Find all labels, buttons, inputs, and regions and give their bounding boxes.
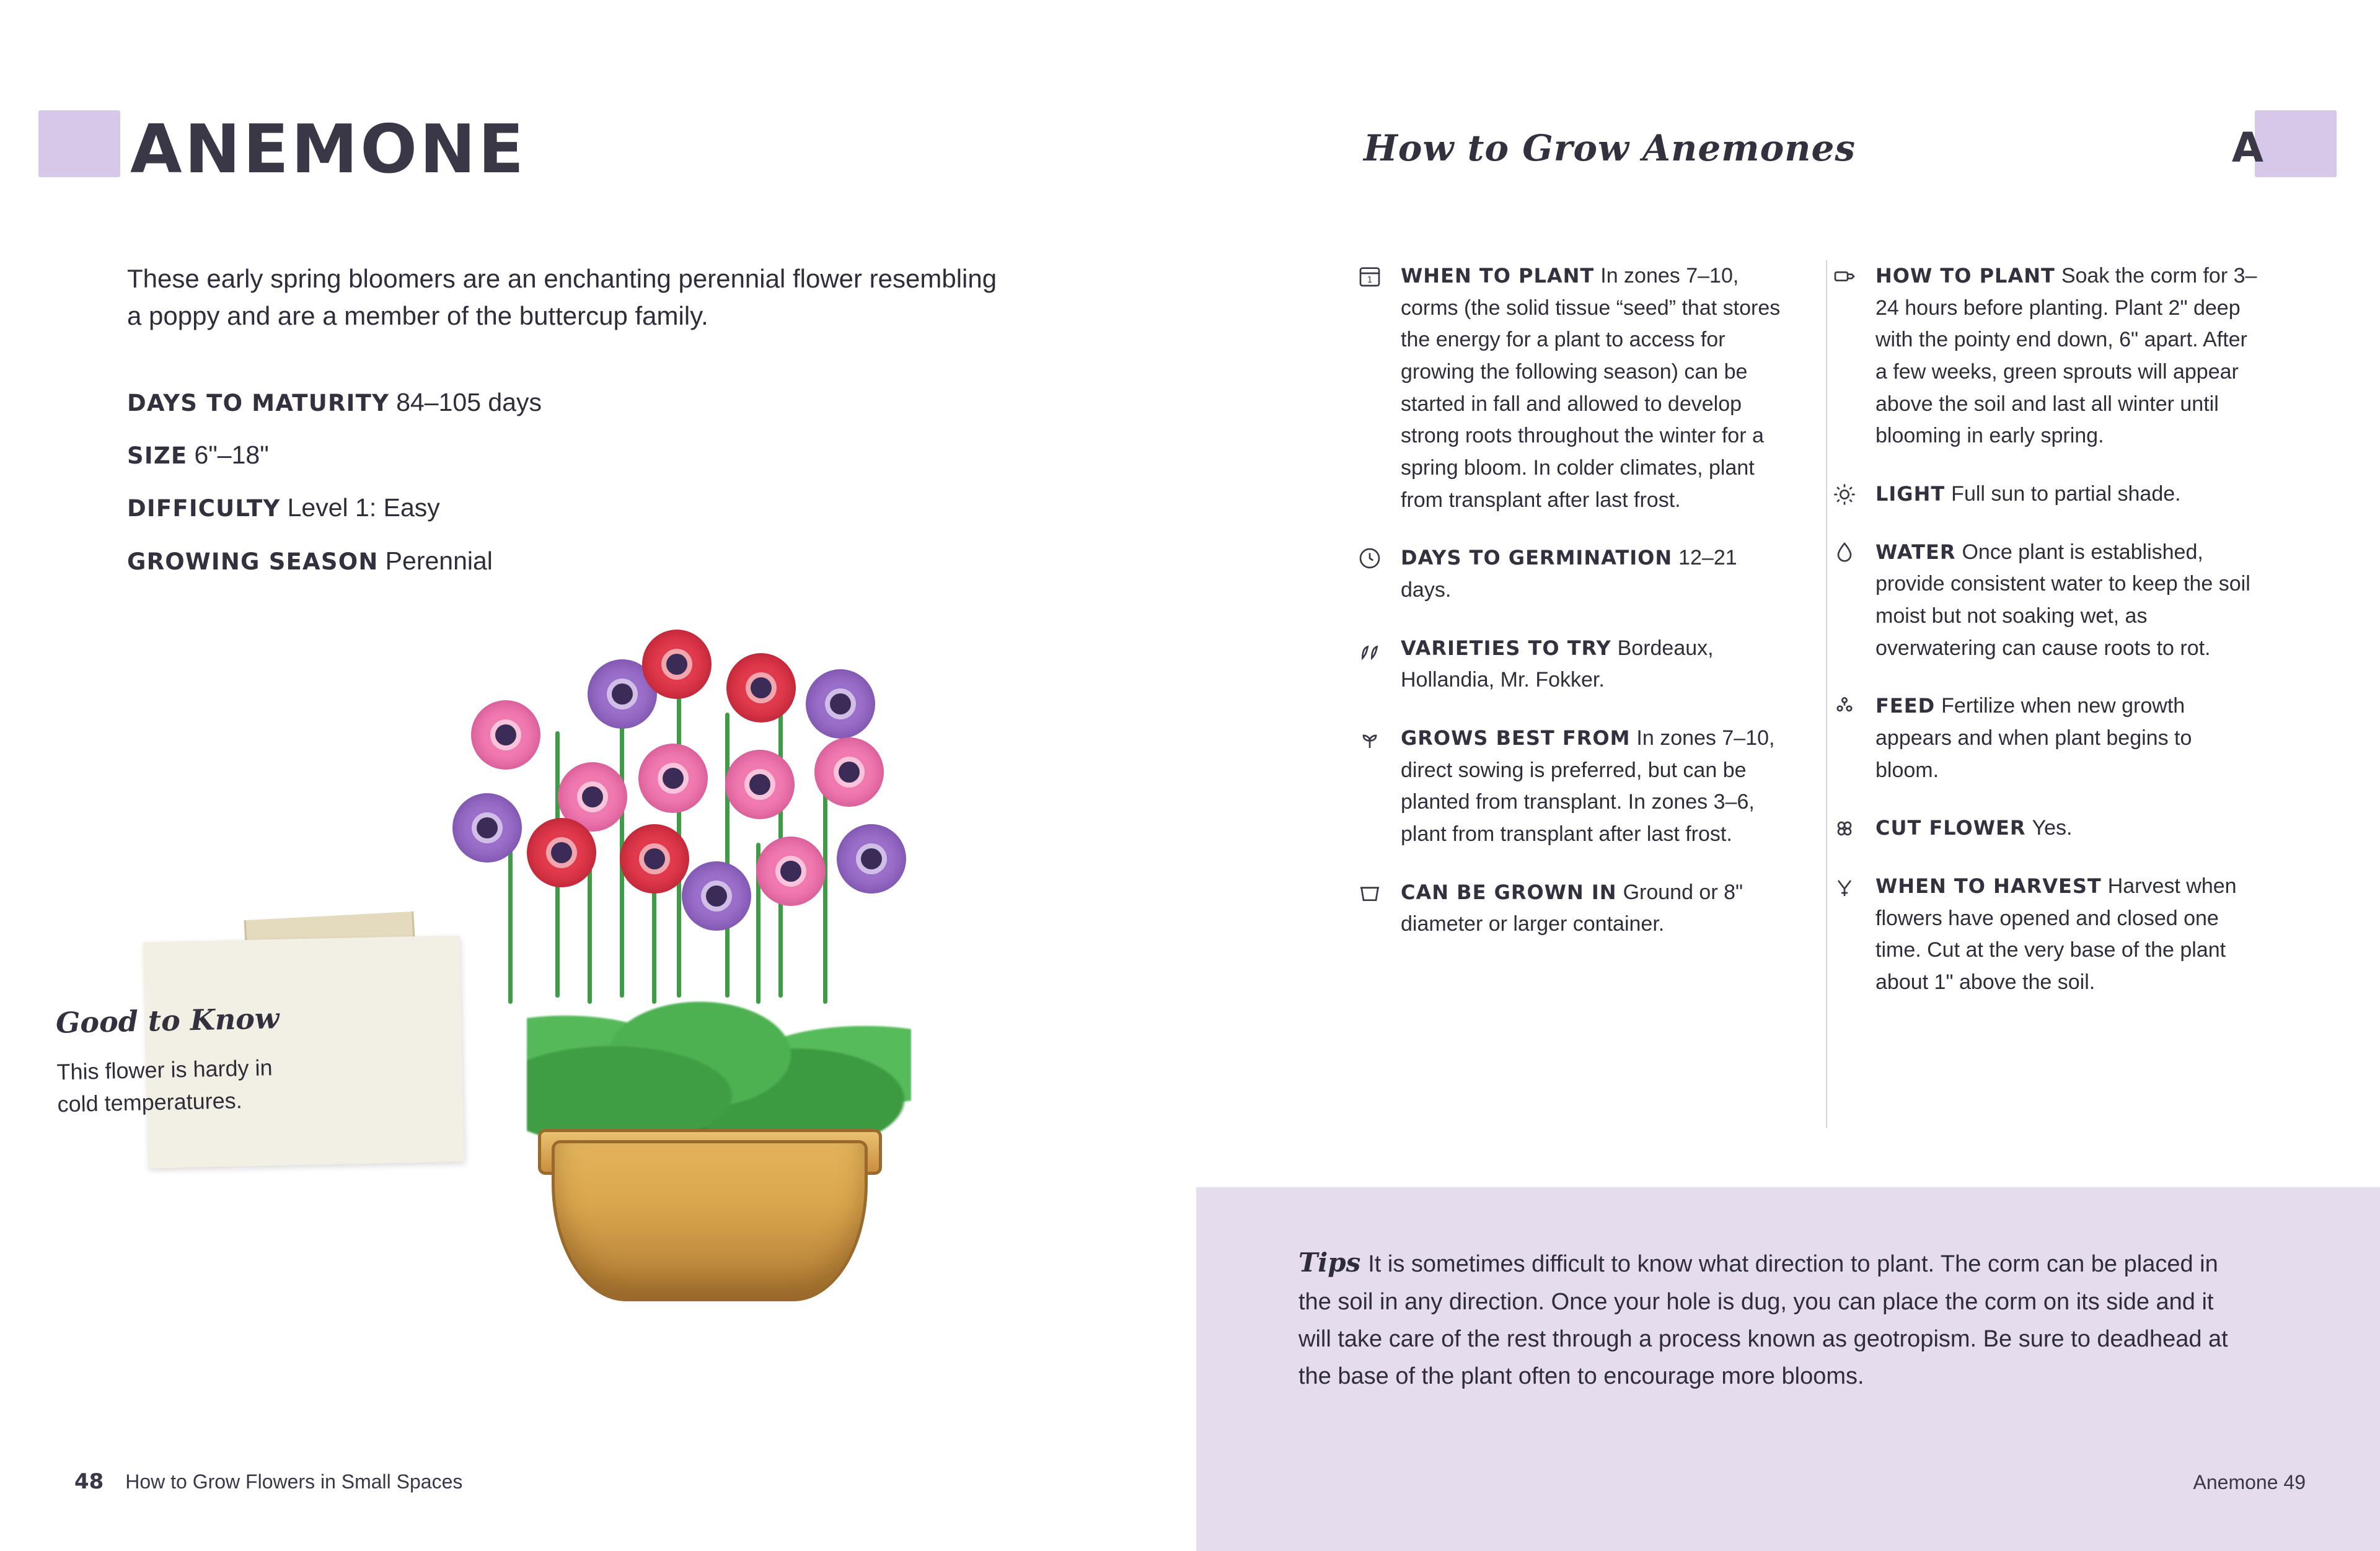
info-entry-label: HOW TO PLANT: [1875, 264, 2055, 288]
flower-bloom: [806, 669, 875, 739]
flower-bloom: [471, 700, 540, 770]
clock-icon: [1357, 542, 1387, 606]
tips-label: Tips: [1298, 1247, 1361, 1278]
note-title: Good to Know: [55, 1001, 280, 1040]
info-entry: [1357, 723, 1785, 851]
section-name: Anemone: [2193, 1471, 2278, 1493]
info-entry: [1357, 877, 1785, 941]
section-heading: How to Grow Anemones: [1364, 127, 1856, 169]
leaves-icon: [1357, 633, 1387, 696]
right-page-footer: [2193, 1471, 2306, 1494]
water-drop-icon: [1832, 537, 1862, 665]
page-number: 48: [74, 1469, 104, 1494]
info-entry: [1832, 871, 2260, 999]
info-entry-label: CAN BE GROWN IN: [1401, 880, 1617, 904]
info-entry-text: [1401, 542, 1785, 606]
flower-bloom: [814, 737, 884, 807]
info-column-left: [1357, 260, 1785, 1025]
decorative-swatch: [2255, 110, 2337, 177]
info-entry-text: [1401, 877, 1785, 941]
fact-label: DAYS TO MATURITY: [127, 390, 390, 416]
info-entry-body: Yes.: [2032, 816, 2073, 840]
flower-bloom: [756, 837, 826, 906]
fact-value: Perennial: [385, 546, 493, 575]
info-column-right: [1832, 260, 2260, 1025]
fertilizer-icon: [1832, 690, 1862, 786]
fact-row: [127, 493, 995, 523]
stem: [778, 675, 783, 998]
info-entry-body: Once plant is established, provide consistent water to keep the soil moist but not soaking wet, as overwatering can cause roots to rot.: [1875, 540, 2250, 660]
fact-row: [127, 546, 995, 576]
flower-bloom: [527, 818, 596, 887]
info-entry-text: [1875, 812, 2072, 845]
sun-icon: [1832, 478, 1862, 511]
info-entry-body: Soak the corm for 3–24 hours before planting. Plant 2" deep with the pointy end down, 6" apart. After a few weeks, green sprouts will appear above the soil and last all winter until blooming in early spring.: [1875, 264, 2257, 448]
info-entry-body: Ground or 8" diameter or larger container.: [1401, 880, 1743, 936]
flower-bloom: [638, 744, 708, 813]
fact-label: GROWING SEASON: [127, 548, 379, 575]
stem: [725, 713, 729, 998]
tips-text: [1298, 1242, 2247, 1395]
left-page-footer: [74, 1469, 462, 1494]
sprout-icon: [1357, 723, 1387, 851]
page-number: 49: [2283, 1471, 2306, 1493]
info-entry-text: [1875, 478, 2181, 511]
info-entry-body: Full sun to partial shade.: [1951, 482, 2181, 506]
tips-body: It is sometimes difficult to know what direction to plant. The corm can be placed in the soil in any direction. Once your hole is dug, you can place the corm on its side and it will take care of the rest through a process known as geotropism. Be sure to deadhead at the base of the plant often to encourage more blooms.: [1298, 1251, 2228, 1390]
growing-info-columns: [1357, 260, 2299, 1025]
info-entry: [1357, 260, 1785, 516]
info-entry-text: [1875, 537, 2260, 665]
info-entry: [1357, 633, 1785, 696]
info-entry: [1832, 260, 2260, 452]
info-entry-label: VARIETIES TO TRY: [1401, 636, 1611, 660]
info-entry: [1832, 537, 2260, 665]
flower-bloom: [682, 861, 751, 931]
info-entry-body: Harvest when flowers have opened and closed one time. Cut at the very base of the plant about 1" above the soil.: [1875, 874, 2237, 995]
info-entry-label: WHEN TO PLANT: [1401, 264, 1595, 288]
flower-bloom: [837, 824, 906, 894]
info-entry-text: [1875, 690, 2260, 786]
flower-icon: [1832, 812, 1862, 845]
fact-row: [127, 440, 995, 470]
info-entry-label: WHEN TO HARVEST: [1875, 874, 2102, 899]
info-entry: [1832, 690, 2260, 786]
anemone-illustration: [434, 638, 1072, 1307]
stem: [823, 768, 827, 1004]
harvest-icon: [1832, 871, 1862, 999]
fact-value: 6"–18": [194, 441, 269, 470]
info-entry-text: [1401, 723, 1785, 851]
info-entry-label: CUT FLOWER: [1875, 816, 2026, 840]
decorative-swatch: [38, 110, 120, 177]
info-entry-label: LIGHT: [1875, 482, 1946, 506]
fact-value: Level 1: Easy: [287, 493, 440, 522]
info-entry-label: GROWS BEST FROM: [1401, 726, 1631, 750]
flower-bloom: [452, 793, 522, 863]
flower-bloom: [726, 653, 796, 723]
info-entry-body: Fertilize when new growth appears and when plant begins to bloom.: [1875, 694, 2192, 782]
alphabet-index-letter: A: [2231, 124, 2263, 172]
info-entry-text: [1875, 871, 2260, 999]
info-entry-label: DAYS TO GERMINATION: [1401, 546, 1673, 570]
flower-bloom: [642, 630, 712, 699]
flower-bloom: [725, 750, 795, 819]
info-entry: [1832, 478, 2260, 511]
fact-label: DIFFICULTY: [127, 495, 281, 522]
pot-shape: [552, 1140, 868, 1301]
calendar-icon: [1357, 260, 1387, 516]
info-entry-label: WATER: [1875, 540, 1956, 564]
info-entry-body: In zones 7–10, corms (the solid tissue “seed” that stores the energy for a plant to access for growing the following season) can be started in fall and allowed to develop strong roots throughout the winter for a spring bloom. In colder climates, plant from transplant after last frost.: [1401, 264, 1781, 512]
info-entry-label: FEED: [1875, 694, 1936, 718]
intro-paragraph: These early spring bloomers are an enchanting perennial flower resembling a poppy and are a member of the buttercup family.: [127, 264, 997, 330]
svg-text:1: 1: [1367, 276, 1373, 285]
fact-value: 84–105 days: [396, 388, 542, 416]
info-entry-text: [1401, 633, 1785, 696]
page-title: ANEMONE: [130, 111, 527, 188]
fact-label: SIZE: [127, 442, 188, 470]
info-entry-body: In zones 7–10, direct sowing is preferred, but can be planted from transplant. In zones 3–6, plant from transplant after last frost.: [1401, 726, 1775, 846]
trowel-icon: [1832, 260, 1862, 452]
book-title: How to Grow Flowers in Small Spaces: [125, 1470, 463, 1493]
fact-row: [127, 387, 995, 418]
pot-icon: [1357, 877, 1387, 941]
flower-bloom: [620, 824, 689, 894]
info-entry: [1357, 542, 1785, 606]
info-entry-body: Bordeaux, Hollandia, Mr. Fokker.: [1401, 636, 1714, 692]
info-entry-body: 12–21 days.: [1401, 546, 1737, 602]
note-body: This flower is hardy in cold temperatures.: [56, 1055, 273, 1117]
fact-list: [127, 387, 995, 599]
info-entry-text: [1875, 260, 2260, 452]
stem: [677, 663, 681, 998]
info-entry: [1832, 812, 2260, 845]
info-entry-text: [1401, 260, 1785, 516]
